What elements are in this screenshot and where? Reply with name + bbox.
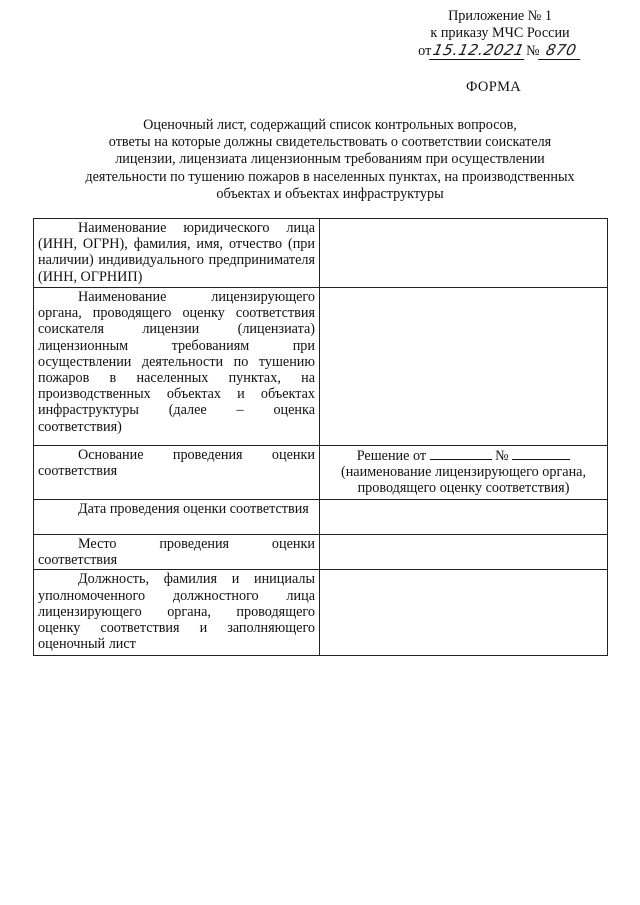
document-title-line: объектах и объектах инфраструктуры bbox=[216, 185, 444, 202]
document-title-line: лицензии, лицензиата лицензионным требованиям при осуществлении bbox=[115, 151, 545, 168]
row-label-text: Основание проведения оценки соответствия bbox=[38, 447, 315, 480]
table-row bbox=[34, 535, 608, 570]
annex-order-ref: к приказу МЧС России bbox=[430, 25, 570, 41]
row-label-applicant bbox=[34, 219, 320, 288]
decision-note: (наименование лицензирующего органа, проводящего оценку соответствия) bbox=[340, 464, 587, 497]
annex-title: Приложение № 1 bbox=[448, 8, 552, 24]
row-label-place bbox=[34, 535, 320, 570]
table-row bbox=[34, 500, 608, 535]
document-title-line: Оценочный лист, содержащий список контрольных вопросов, bbox=[143, 117, 517, 133]
row-label-text: Место проведения оценки соответствия bbox=[38, 536, 315, 569]
table-row bbox=[34, 219, 608, 288]
row-label-official bbox=[34, 570, 320, 656]
document-title bbox=[60, 117, 600, 203]
annex-number-sign: № bbox=[526, 43, 540, 59]
row-value-basis bbox=[320, 446, 608, 500]
row-value-date[interactable] bbox=[320, 500, 608, 535]
annex-from-prefix: от bbox=[418, 43, 432, 59]
annex-block bbox=[405, 8, 595, 60]
decision-line bbox=[324, 447, 603, 464]
evaluation-table bbox=[33, 218, 608, 656]
table-row bbox=[34, 446, 608, 500]
annex-handwritten-date: 15.12.2021 bbox=[429, 42, 528, 60]
decision-number-blank[interactable] bbox=[512, 447, 570, 460]
decision-number-sign: № bbox=[495, 448, 509, 464]
table-row bbox=[34, 570, 608, 656]
annex-handwritten-number: 870 bbox=[538, 42, 584, 60]
row-value-place[interactable] bbox=[320, 535, 608, 570]
row-label-date bbox=[34, 500, 320, 535]
row-label-licensing-authority bbox=[34, 288, 320, 446]
form-title: ФОРМА bbox=[466, 79, 522, 95]
row-label-text: Дата проведения оценки соответствия bbox=[78, 501, 309, 517]
annex-date-number-line bbox=[405, 42, 595, 60]
row-value-applicant[interactable] bbox=[320, 219, 608, 288]
row-label-text: Должность, фамилия и инициалы уполномоченного должностного лица лицензирующего органа, проводящего оценку соответствия и заполняющего оценочный лист bbox=[38, 571, 315, 653]
row-value-official[interactable] bbox=[320, 570, 608, 656]
row-label-basis bbox=[34, 446, 320, 500]
table-row bbox=[34, 288, 608, 446]
document-title-line: деятельности по тушению пожаров в населенных пунктах, на производственных bbox=[85, 168, 575, 185]
row-label-text: Наименование лицензирующего органа, проводящего оценку соответствия соискателя лицензии (лицензиата) лицензионным требованиям при осуществлении деятельности по тушению пожаров в населенных пунктах, на производственных объектах и объектах инфраструктуры (далее – оценка соответствия) bbox=[38, 289, 315, 435]
row-value-licensing-authority[interactable] bbox=[320, 288, 608, 446]
decision-prefix: Решение от bbox=[356, 448, 427, 464]
row-label-text: Наименование юридического лица (ИНН, ОГРН), фамилия, имя, отчество (при наличии) индивидуального предпринимателя (ИНН, ОГРНИП) bbox=[38, 220, 315, 285]
document-title-line: ответы на которые должны свидетельствовать о соответствии соискателя bbox=[108, 134, 552, 151]
decision-date-blank[interactable] bbox=[430, 447, 492, 460]
